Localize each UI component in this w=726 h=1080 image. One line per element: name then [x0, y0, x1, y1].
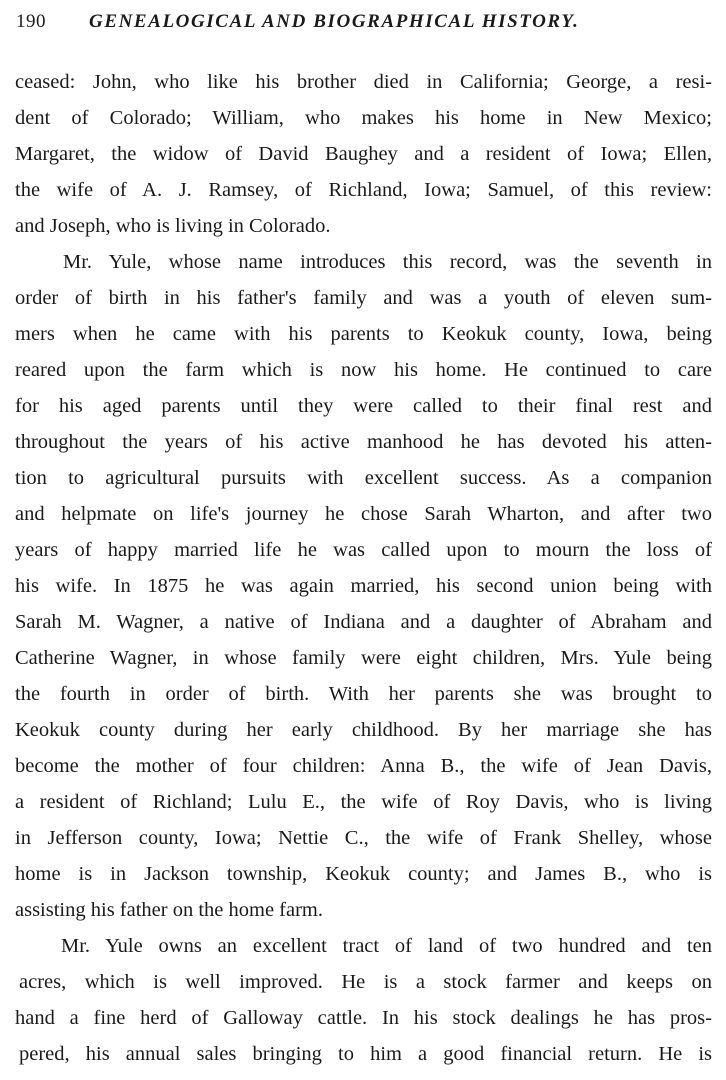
text-line: Margaret, the widow of David Baughey and a resident of Iowa; Ellen, [15, 143, 712, 165]
text-line: Catherine Wagner, in whose family were eight children, Mrs. Yule being [15, 647, 712, 669]
text-line: a resident of Richland; Lulu E., the wife of Roy Davis, who is living [15, 791, 712, 813]
page-number: 190 [16, 11, 46, 32]
text-line: his wife. In 1875 he was again married, his second union being with [15, 575, 712, 597]
text-line: acres, which is well improved. He is a stock farmer and keeps on [19, 971, 712, 993]
text-line: ceased: John, who like his brother died in California; George, a resi- [15, 71, 712, 93]
text-line: home is in Jackson township, Keokuk county; and James B., who is [15, 863, 712, 885]
text-line: in Jefferson county, Iowa; Nettie C., the wife of Frank Shelley, whose [15, 827, 712, 849]
text-line: order of birth in his father's family and was a youth of eleven sum- [15, 287, 712, 309]
text-line: pered, his annual sales bringing to him a good financial return. He is [19, 1043, 712, 1065]
text-line: throughout the years of his active manhood he has devoted his atten- [15, 431, 712, 453]
text-line: tion to agricultural pursuits with excellent success. As a companion [15, 467, 712, 489]
text-line: for his aged parents until they were called to their final rest and [15, 395, 712, 417]
text-line: Mr. Yule owns an excellent tract of land of two hundred and ten [61, 935, 712, 957]
text-line: years of happy married life he was called upon to mourn the loss of [15, 539, 712, 561]
text-line: become the mother of four children: Anna B., the wife of Jean Davis, [15, 755, 712, 777]
page-header [16, 9, 702, 35]
body-text [15, 64, 712, 1072]
paragraph-continuation [15, 64, 712, 244]
text-line: Mr. Yule, whose name introduces this record, was the seventh in [63, 251, 712, 273]
text-line: mers when he came with his parents to Keokuk county, Iowa, being [15, 323, 712, 345]
text-line: assisting his father on the home farm. [15, 899, 324, 921]
running-title: GENEALOGICAL AND BIOGRAPHICAL HISTORY. [89, 11, 580, 32]
text-line: Keokuk county during her early childhood. By her marriage she has [15, 719, 712, 741]
text-line: and Joseph, who is living in Colorado. [15, 215, 331, 237]
text-line: dent of Colorado; William, who makes his home in New Mexico; [15, 107, 712, 129]
text-line: reared upon the farm which is now his home. He continued to care [15, 359, 712, 381]
text-line: the fourth in order of birth. With her parents she was brought to [15, 683, 712, 705]
text-line: Sarah M. Wagner, a native of Indiana and a daughter of Abraham and [15, 611, 712, 633]
paragraph-mr-yule-biography [15, 244, 712, 928]
text-line: and helpmate on life's journey he chose Sarah Wharton, and after two [15, 503, 712, 525]
paragraph-farm-holdings [15, 928, 712, 1072]
text-line: the wife of A. J. Ramsey, of Richland, Iowa; Samuel, of this review: [15, 179, 712, 201]
text-line: hand a fine herd of Galloway cattle. In his stock dealings he has pros- [15, 1007, 712, 1029]
